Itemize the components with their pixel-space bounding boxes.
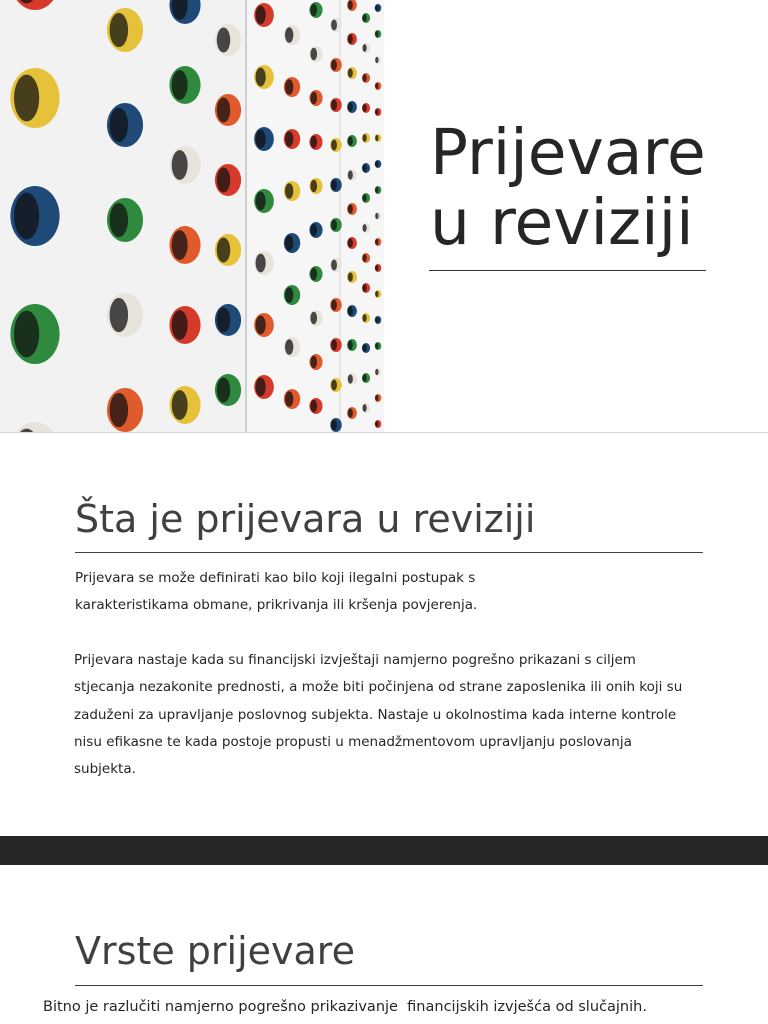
hole-shadow xyxy=(256,254,266,273)
hole-shadow xyxy=(285,79,293,95)
hole-shadow xyxy=(363,374,367,382)
colored-holes-image xyxy=(0,0,384,432)
heading-underline xyxy=(75,552,703,553)
perforated-wall-photo xyxy=(0,0,384,432)
hole-shadow xyxy=(375,5,378,11)
hole-shadow xyxy=(375,109,378,115)
hole-shadow xyxy=(217,98,230,123)
hole-shadow xyxy=(348,408,353,417)
hole-shadow xyxy=(363,344,367,352)
hole-shadow xyxy=(256,192,266,211)
hole-shadow xyxy=(348,306,353,315)
hole-shadow xyxy=(310,92,317,104)
hole-shadow xyxy=(285,391,293,407)
hole-shadow xyxy=(256,130,266,149)
hole-shadow xyxy=(217,308,230,333)
hole-shadow xyxy=(375,31,378,37)
hole-shadow xyxy=(375,57,378,63)
hole-shadow xyxy=(375,317,378,323)
hole-shadow xyxy=(375,239,378,245)
hole-shadow xyxy=(285,131,293,147)
hole-shadow xyxy=(310,48,317,60)
hole-shadow xyxy=(310,136,317,148)
hole-shadow xyxy=(310,400,317,412)
definition-paragraph xyxy=(75,565,477,620)
title-underline xyxy=(429,270,706,271)
hole-shadow xyxy=(310,312,317,324)
hole-shadow xyxy=(110,108,128,142)
paragraph-line: Prijevara nastaje kada su financijski izvještaji namjerno pogrešno prikazani s ciljem xyxy=(74,652,636,668)
hole-shadow xyxy=(363,284,367,292)
hole-shadow xyxy=(363,254,367,262)
hole-shadow xyxy=(310,180,317,192)
title-slide xyxy=(0,0,768,432)
hole-shadow xyxy=(310,268,317,280)
paragraph-line: zaduženi za upravljanje poslovnog subjekta. Nastaje u okolnostima kada interne kontrole xyxy=(74,706,677,723)
hole-shadow xyxy=(310,224,317,236)
hole-shadow xyxy=(348,374,353,383)
hole-shadow xyxy=(172,150,188,180)
hole-shadow xyxy=(285,287,293,303)
hole-shadow xyxy=(375,421,378,427)
hole-shadow xyxy=(310,356,317,368)
hole-shadow xyxy=(331,180,337,191)
hole-shadow xyxy=(331,220,337,231)
hole-shadow xyxy=(14,311,39,358)
hole-shadow xyxy=(348,102,353,111)
paragraph-line: nisu efikasne te kada postoje propusti u menadžmentovom upravljanju poslovanja xyxy=(74,733,632,750)
paragraph-line: karakteristikama obmane, prikrivanja ili kršenja povjerenja. xyxy=(75,597,478,614)
slide-heading: Šta je prijevara u reviziji xyxy=(75,497,536,541)
hole-shadow xyxy=(331,140,337,151)
slide-separator-band xyxy=(0,836,768,865)
hole-shadow xyxy=(285,183,293,199)
hole-shadow xyxy=(172,390,188,420)
types-slide xyxy=(0,865,768,1024)
hole-shadow xyxy=(348,170,353,179)
hole-shadow xyxy=(348,0,353,9)
hole-shadow xyxy=(110,203,128,237)
intro-text: Bitno je razlučiti namjerno pogrešno prikazivanje financijskih izvješća od slučajnih. xyxy=(43,999,647,1015)
hole-shadow xyxy=(217,28,230,53)
hole-shadow xyxy=(331,100,337,111)
hole-shadow xyxy=(256,316,266,335)
hole-shadow xyxy=(14,193,39,240)
hole-shadow xyxy=(348,204,353,213)
hole-shadow xyxy=(375,395,378,401)
description-paragraph xyxy=(74,647,682,783)
hole-shadow xyxy=(285,235,293,251)
hole-shadow xyxy=(172,230,188,260)
hole-shadow xyxy=(363,44,367,52)
hole-shadow xyxy=(375,213,378,219)
hole-shadow xyxy=(217,238,230,263)
hole-shadow xyxy=(172,70,188,100)
hole-shadow xyxy=(375,265,378,271)
hole-shadow xyxy=(331,20,337,31)
hole-shadow xyxy=(375,369,378,375)
hole-shadow xyxy=(110,13,128,47)
hole-shadow xyxy=(348,68,353,77)
hole-shadow xyxy=(363,14,367,22)
title-line-2: u reviziji xyxy=(430,186,694,259)
hole-shadow xyxy=(348,136,353,145)
hole-shadow xyxy=(256,68,266,87)
presentation-title xyxy=(430,118,730,258)
hole-shadow xyxy=(363,104,367,112)
hole-shadow xyxy=(285,339,293,355)
hole-shadow xyxy=(375,83,378,89)
hole-shadow xyxy=(331,380,337,391)
title-line-1: Prijevare xyxy=(430,116,706,189)
hole-shadow xyxy=(331,300,337,311)
hole-shadow xyxy=(348,238,353,247)
hole-shadow xyxy=(14,75,39,122)
hole-shadow xyxy=(310,4,317,16)
hole-shadow xyxy=(363,404,367,412)
hole-shadow xyxy=(363,194,367,202)
hole-shadow xyxy=(110,298,128,332)
hole-shadow xyxy=(375,161,378,167)
hole-shadow xyxy=(331,60,337,71)
paragraph-line: subjekta. xyxy=(74,761,136,778)
hole-shadow xyxy=(331,420,337,431)
heading-underline xyxy=(75,985,703,986)
slide-heading: Vrste prijevare xyxy=(75,929,355,973)
hole-shadow xyxy=(375,135,378,141)
definition-slide xyxy=(0,433,768,836)
hole-shadow xyxy=(375,343,378,349)
hole-shadow xyxy=(217,168,230,193)
paragraph-line: Prijevara se može definirati kao bilo koji ilegalni postupak s xyxy=(75,570,476,586)
hole-shadow xyxy=(375,291,378,297)
hole-shadow xyxy=(363,74,367,82)
hole-shadow xyxy=(348,340,353,349)
hole-shadow xyxy=(363,224,367,232)
hole-shadow xyxy=(256,378,266,397)
hole-shadow xyxy=(331,340,337,351)
hole-shadow xyxy=(172,310,188,340)
hole-shadow xyxy=(331,260,337,271)
hole-shadow xyxy=(348,34,353,43)
hole-shadow xyxy=(363,134,367,142)
hole-shadow xyxy=(348,272,353,281)
hole-shadow xyxy=(110,393,128,427)
hole-shadow xyxy=(217,378,230,403)
hole-shadow xyxy=(285,27,293,43)
hole-shadow xyxy=(375,187,378,193)
hole-shadow xyxy=(363,164,367,172)
hole-shadow xyxy=(256,6,266,25)
paragraph-line: stjecanja nezakonite prednosti, a može biti počinjena od strane zaposlenika ili onih koji su xyxy=(74,679,683,696)
hole-shadow xyxy=(363,314,367,322)
